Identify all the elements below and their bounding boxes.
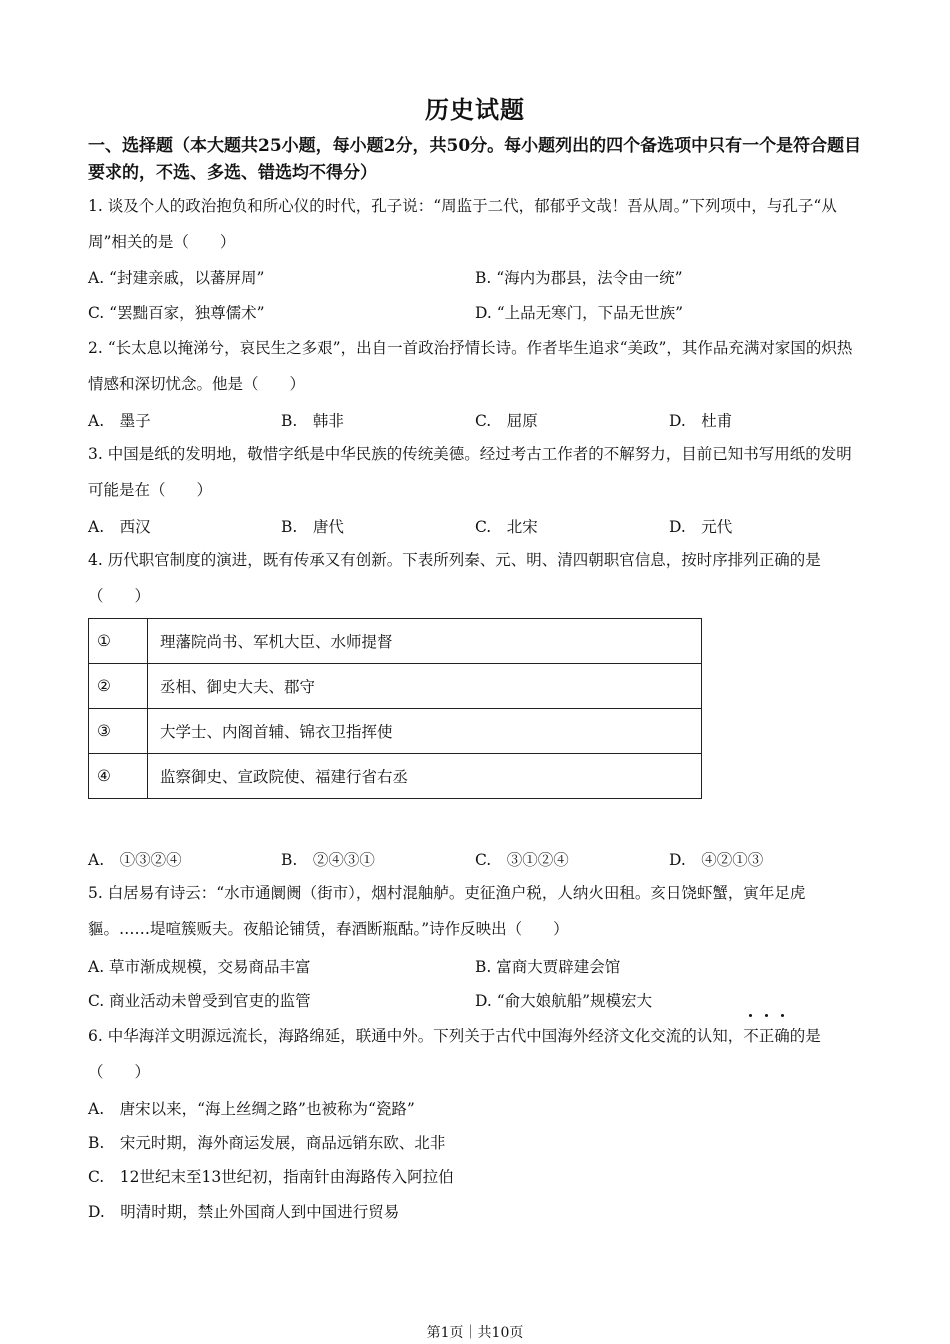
office-table [88, 618, 702, 799]
q2-option-a: A. 墨子 [88, 412, 151, 430]
q5-option-b: B. 富商大贾辟建会馆 [475, 958, 621, 976]
q6-option-d: D. 明清时期，禁止外国商人到中国进行贸易 [88, 1203, 400, 1221]
q6-stem-after: 的是（ ） [88, 1027, 821, 1081]
q3-option-b: B. 唐代 [281, 518, 344, 536]
table-row [89, 664, 702, 709]
q2-option-b: B. 韩非 [281, 412, 344, 430]
q3-option-a: A. 西汉 [88, 518, 151, 536]
q5-option-c: C. 商业活动未曾受到官吏的监管 [88, 992, 311, 1010]
emphasis-char: 正 [759, 1018, 775, 1054]
table-row [89, 754, 702, 799]
q2-option-d: D. 杜甫 [669, 412, 733, 430]
page-title: 历史试题 [425, 95, 525, 124]
q4-option-a: A. ①③②④ [88, 851, 182, 869]
q6-option-b: B. 宋元时期，海外商运发展，商品远销东欧、北非 [88, 1134, 446, 1152]
question-2-stem: 2. “长太息以掩涕兮，哀民生之多艰”，出自一首政治抒情长诗。作者毕生追求“美政”，其作品充满对家国的炽热情感和深切忧念。他是（ ） [88, 339, 853, 393]
emphasis-char: 确 [774, 1018, 790, 1054]
q3-option-c: C. 北宋 [475, 518, 538, 536]
question-1-stem: 1. 谈及个人的政治抱负和所心仪的时代，孔子说：“周监于二代，郁郁乎文哉！吾从周。”下列项中，与孔子“从周”相关的是（ ） [88, 197, 837, 251]
table-cell-num: ② [89, 664, 148, 709]
q1-option-b: B. “海内为郡县，法令由一统” [475, 269, 683, 287]
q6-stem-before: 6. 中华海洋文明源远流长，海路绵延，联通中外。下列关于古代中国海外经济文化交流的认知， [88, 1027, 744, 1045]
q1-option-c: C. “罢黜百家，独尊儒术” [88, 304, 265, 322]
q1-option-a: A. “封建亲戚，以蕃屏周” [88, 269, 265, 287]
table-row [89, 709, 702, 754]
q3-option-d: D. 元代 [669, 518, 733, 536]
question-5-stem: 5. 白居易有诗云：“水市通阛阓（街市），烟村混舳舻。吏征渔户税，人纳火田租。亥日饶虾蟹，寅年足虎貙。……堤喧簇贩夫。夜船论铺赁，春酒断瓶酤。”诗作反映出（ ） [88, 884, 806, 938]
question-6-stem [88, 1018, 863, 1090]
q4-option-d: D. ④②①③ [669, 851, 764, 869]
question-4-stem: 4. 历代职官制度的演进，既有传承又有创新。下表所列秦、元、明、清四朝职官信息，按时序排列正确的是（ ） [88, 551, 821, 605]
q1-option-d: D. “上品无寒门，下品无世族” [475, 304, 684, 322]
q2-option-c: C. 屈原 [475, 412, 538, 430]
table-cell-text: 理藩院尚书、军机大臣、水师提督 [148, 619, 702, 664]
table-cell-num: ④ [89, 754, 148, 799]
q6-option-c: C. 12世纪末至13世纪初，指南针由海路传入阿拉伯 [88, 1168, 454, 1186]
table-cell-num: ① [89, 619, 148, 664]
q6-option-a: A. 唐宋以来，“海上丝绸之路”也被称为“瓷路” [88, 1100, 415, 1118]
q4-option-b: B. ②④③① [281, 851, 375, 869]
section-header: 一、选择题（本大题共25小题，每小题2分，共50分。每小题列出的四个备选项中只有一个是符合题目要求的，不选、多选、错选均不得分） [88, 136, 862, 183]
table-cell-num: ③ [89, 709, 148, 754]
question-3-stem: 3. 中国是纸的发明地，敬惜字纸是中华民族的传统美德。经过考古工作者的不解努力，目前已知书写用纸的发明可能是在（ ） [88, 445, 852, 499]
q5-option-d: D. “俞大娘航船”规模宏大 [475, 992, 653, 1010]
emphasis-char: 不 [743, 1018, 759, 1054]
table-cell-text: 大学士、内阁首辅、锦衣卫指挥使 [148, 709, 702, 754]
table-row [89, 619, 702, 664]
q5-option-a: A. 草市渐成规模，交易商品丰富 [88, 958, 311, 976]
page-footer: 第1页｜共10页 [426, 1325, 524, 1341]
table-cell-text: 监察御史、宣政院使、福建行省右丞 [148, 754, 702, 799]
table-cell-text: 丞相、御史大夫、郡守 [148, 664, 702, 709]
q4-option-c: C. ③①②④ [475, 851, 569, 869]
